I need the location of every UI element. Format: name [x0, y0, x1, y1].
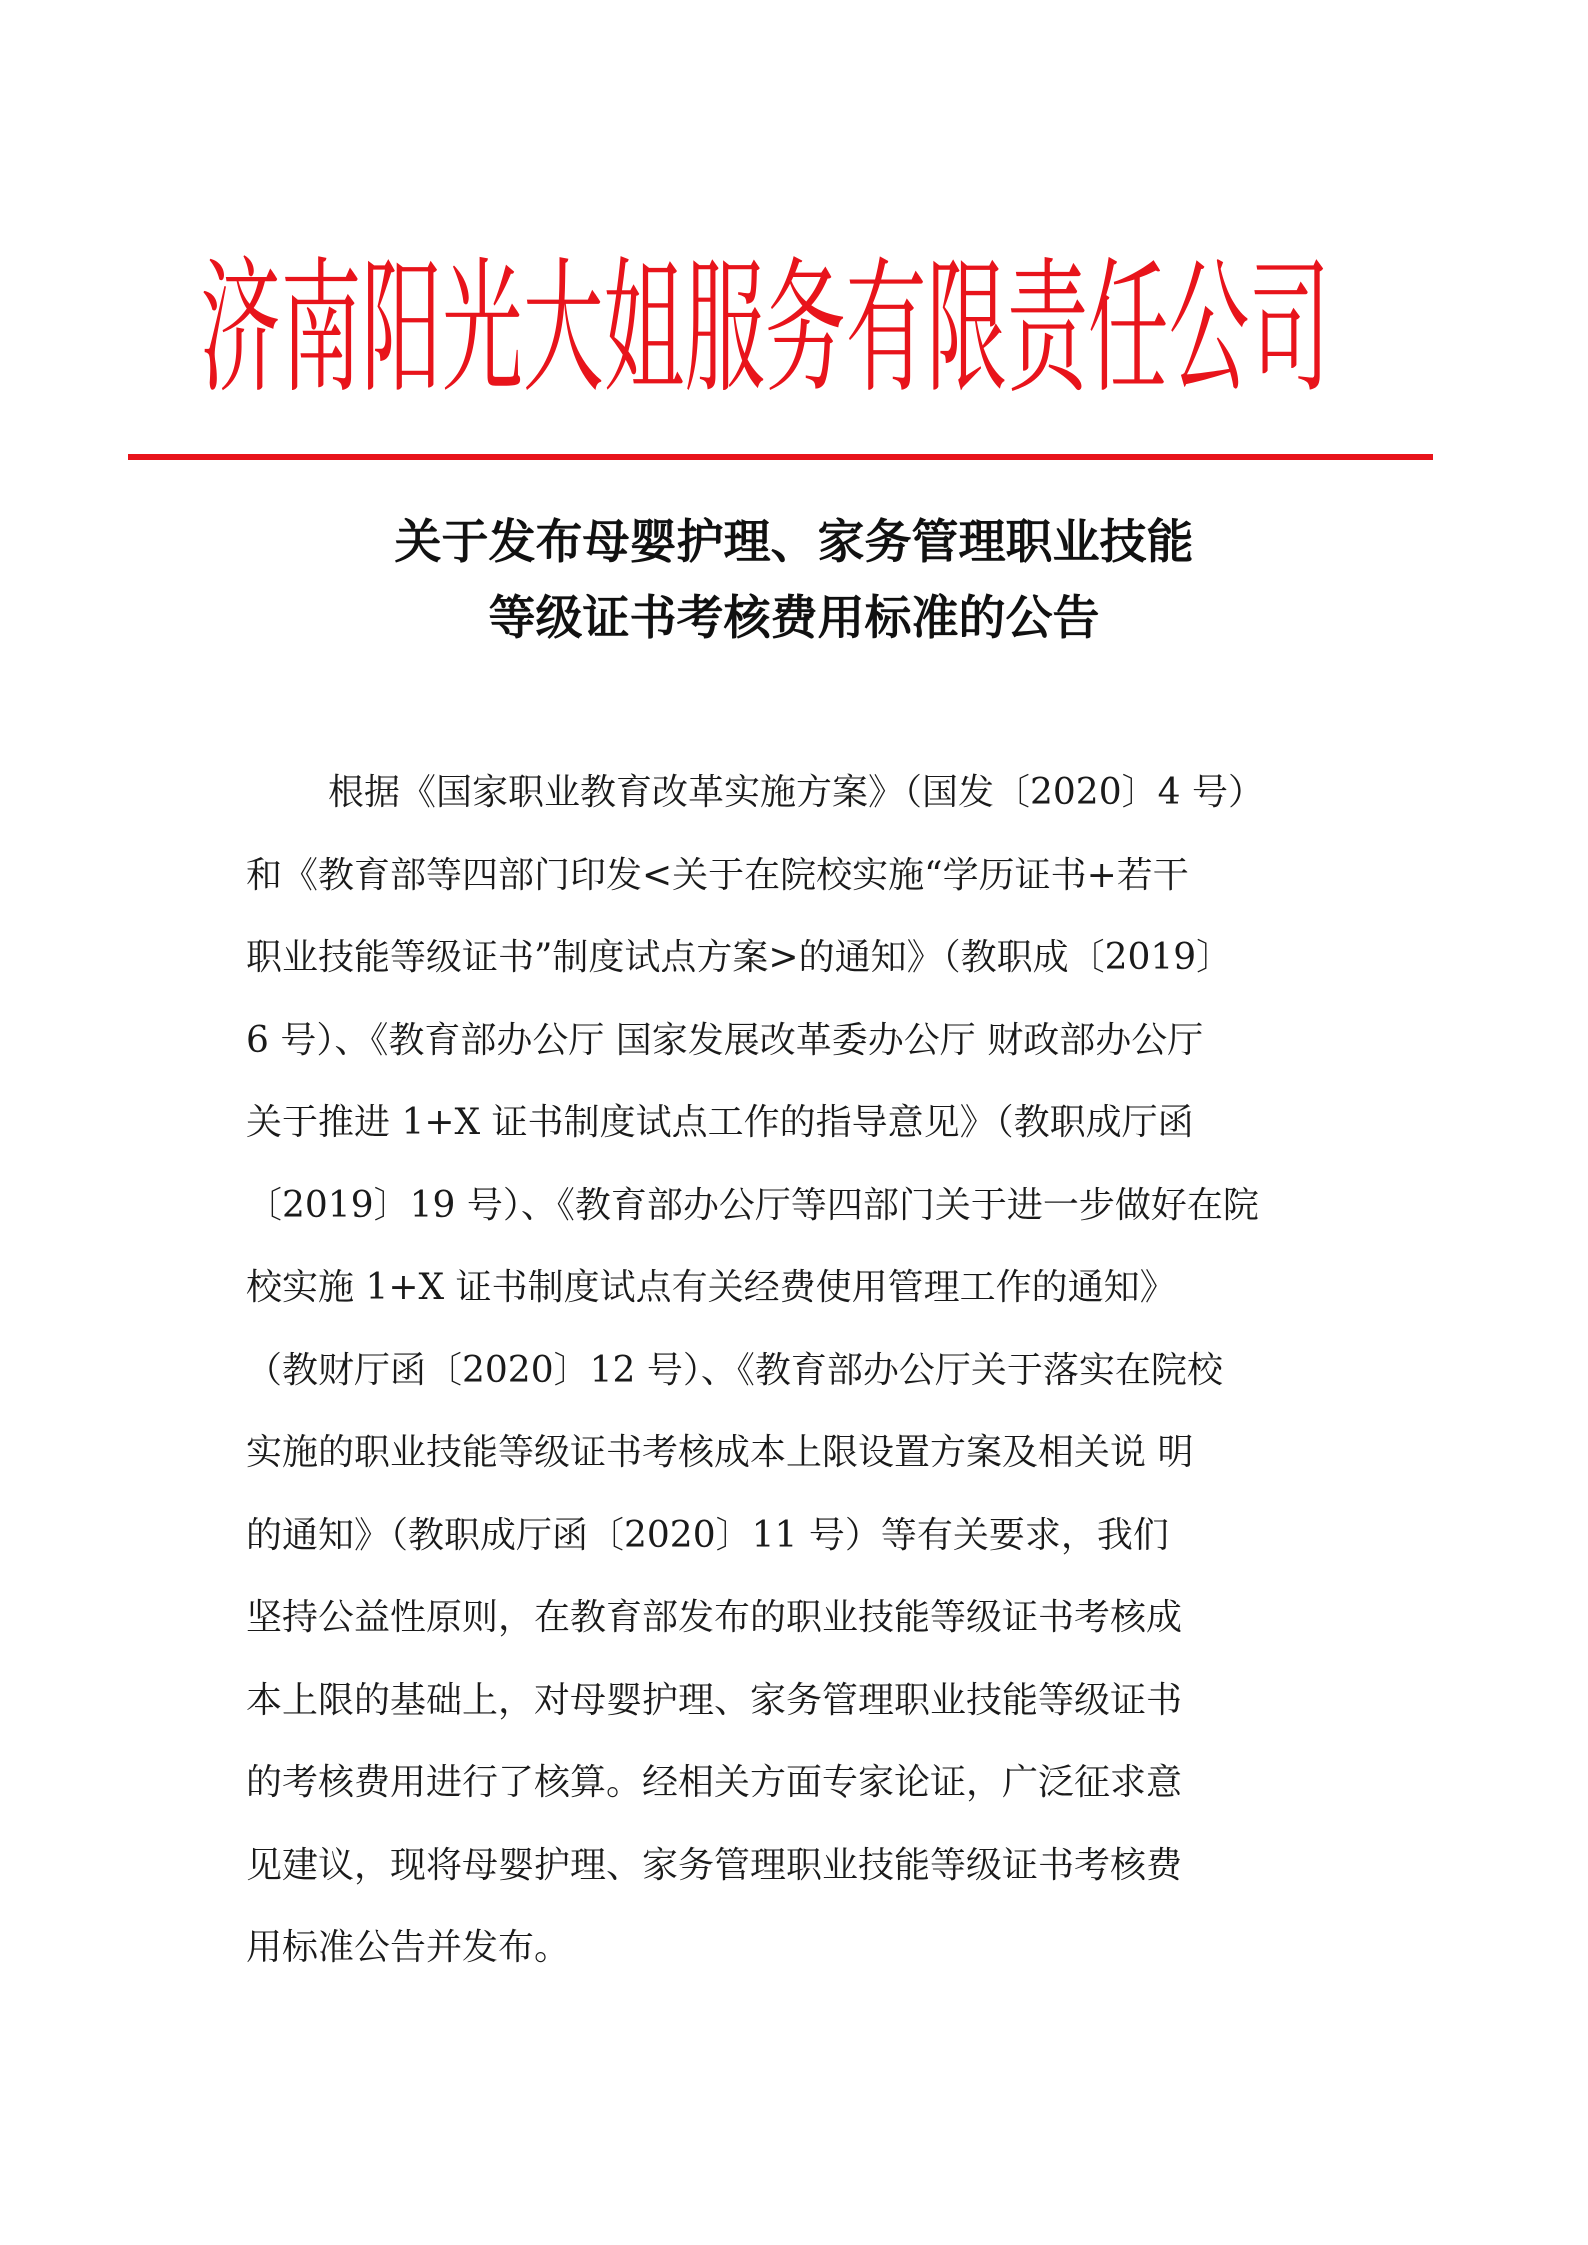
body-line: 的考核费用进行了核算。经相关方面专家论证，广泛征求意 — [246, 1762, 1183, 1803]
body-line: 实施的职业技能等级证书考核成本上限设置方案及相关说 明 — [246, 1432, 1194, 1473]
header-divider — [128, 454, 1433, 460]
body-line: 〔2019〕19 号）、《教育部办公厅等四部门关于进一步做好在院 — [246, 1184, 1259, 1226]
organization-name-graphic — [200, 228, 1390, 428]
body-line: 和《教育部等四部门印发<关于在院校实施“学历证书+若干 — [246, 854, 1189, 896]
body-line: 的通知》（教职成厅函〔2020〕11 号）等有关要求，我们 — [246, 1514, 1169, 1556]
body-line: 关于推进 1+X 证书制度试点工作的指导意见》（教职成厅函 — [246, 1102, 1194, 1143]
document-title — [100, 505, 1488, 657]
body-line: 校实施 1+X 证书制度试点有关经费使用管理工作的通知》 — [246, 1267, 1176, 1308]
body-line: 6 号）、《教育部办公厅 国家发展改革委办公厅 财政部办公厅 — [246, 1019, 1204, 1061]
body-line: 见建议，现将母婴护理、家务管理职业技能等级证书考核费 — [246, 1844, 1183, 1886]
body-line: 用标准公告并发布。 — [246, 1927, 571, 1968]
body-line: 本上限的基础上，对母婴护理、家务管理职业技能等级证书 — [246, 1679, 1183, 1721]
title-line-2: 等级证书考核费用标准的公告 — [488, 591, 1100, 646]
body-line: 根据《国家职业教育改革实施方案》（国发〔2020〕4 号） — [328, 772, 1264, 813]
organization-header — [200, 228, 1390, 428]
body-line: （教财厅函〔2020〕12 号）、《教育部办公厅关于落实在院校 — [246, 1349, 1223, 1391]
body-line: 职业技能等级证书”制度试点方案>的通知》（教职成〔2019〕 — [246, 937, 1233, 978]
organization-name: 济南阳光大姐服务有限责任公司 — [200, 244, 1330, 414]
title-line-1: 关于发布母婴护理、家务管理职业技能 — [394, 515, 1194, 570]
body-line: 坚持公益性原则，在教育部发布的职业技能等级证书考核成 — [246, 1597, 1183, 1638]
body-paragraph — [246, 752, 1386, 1990]
